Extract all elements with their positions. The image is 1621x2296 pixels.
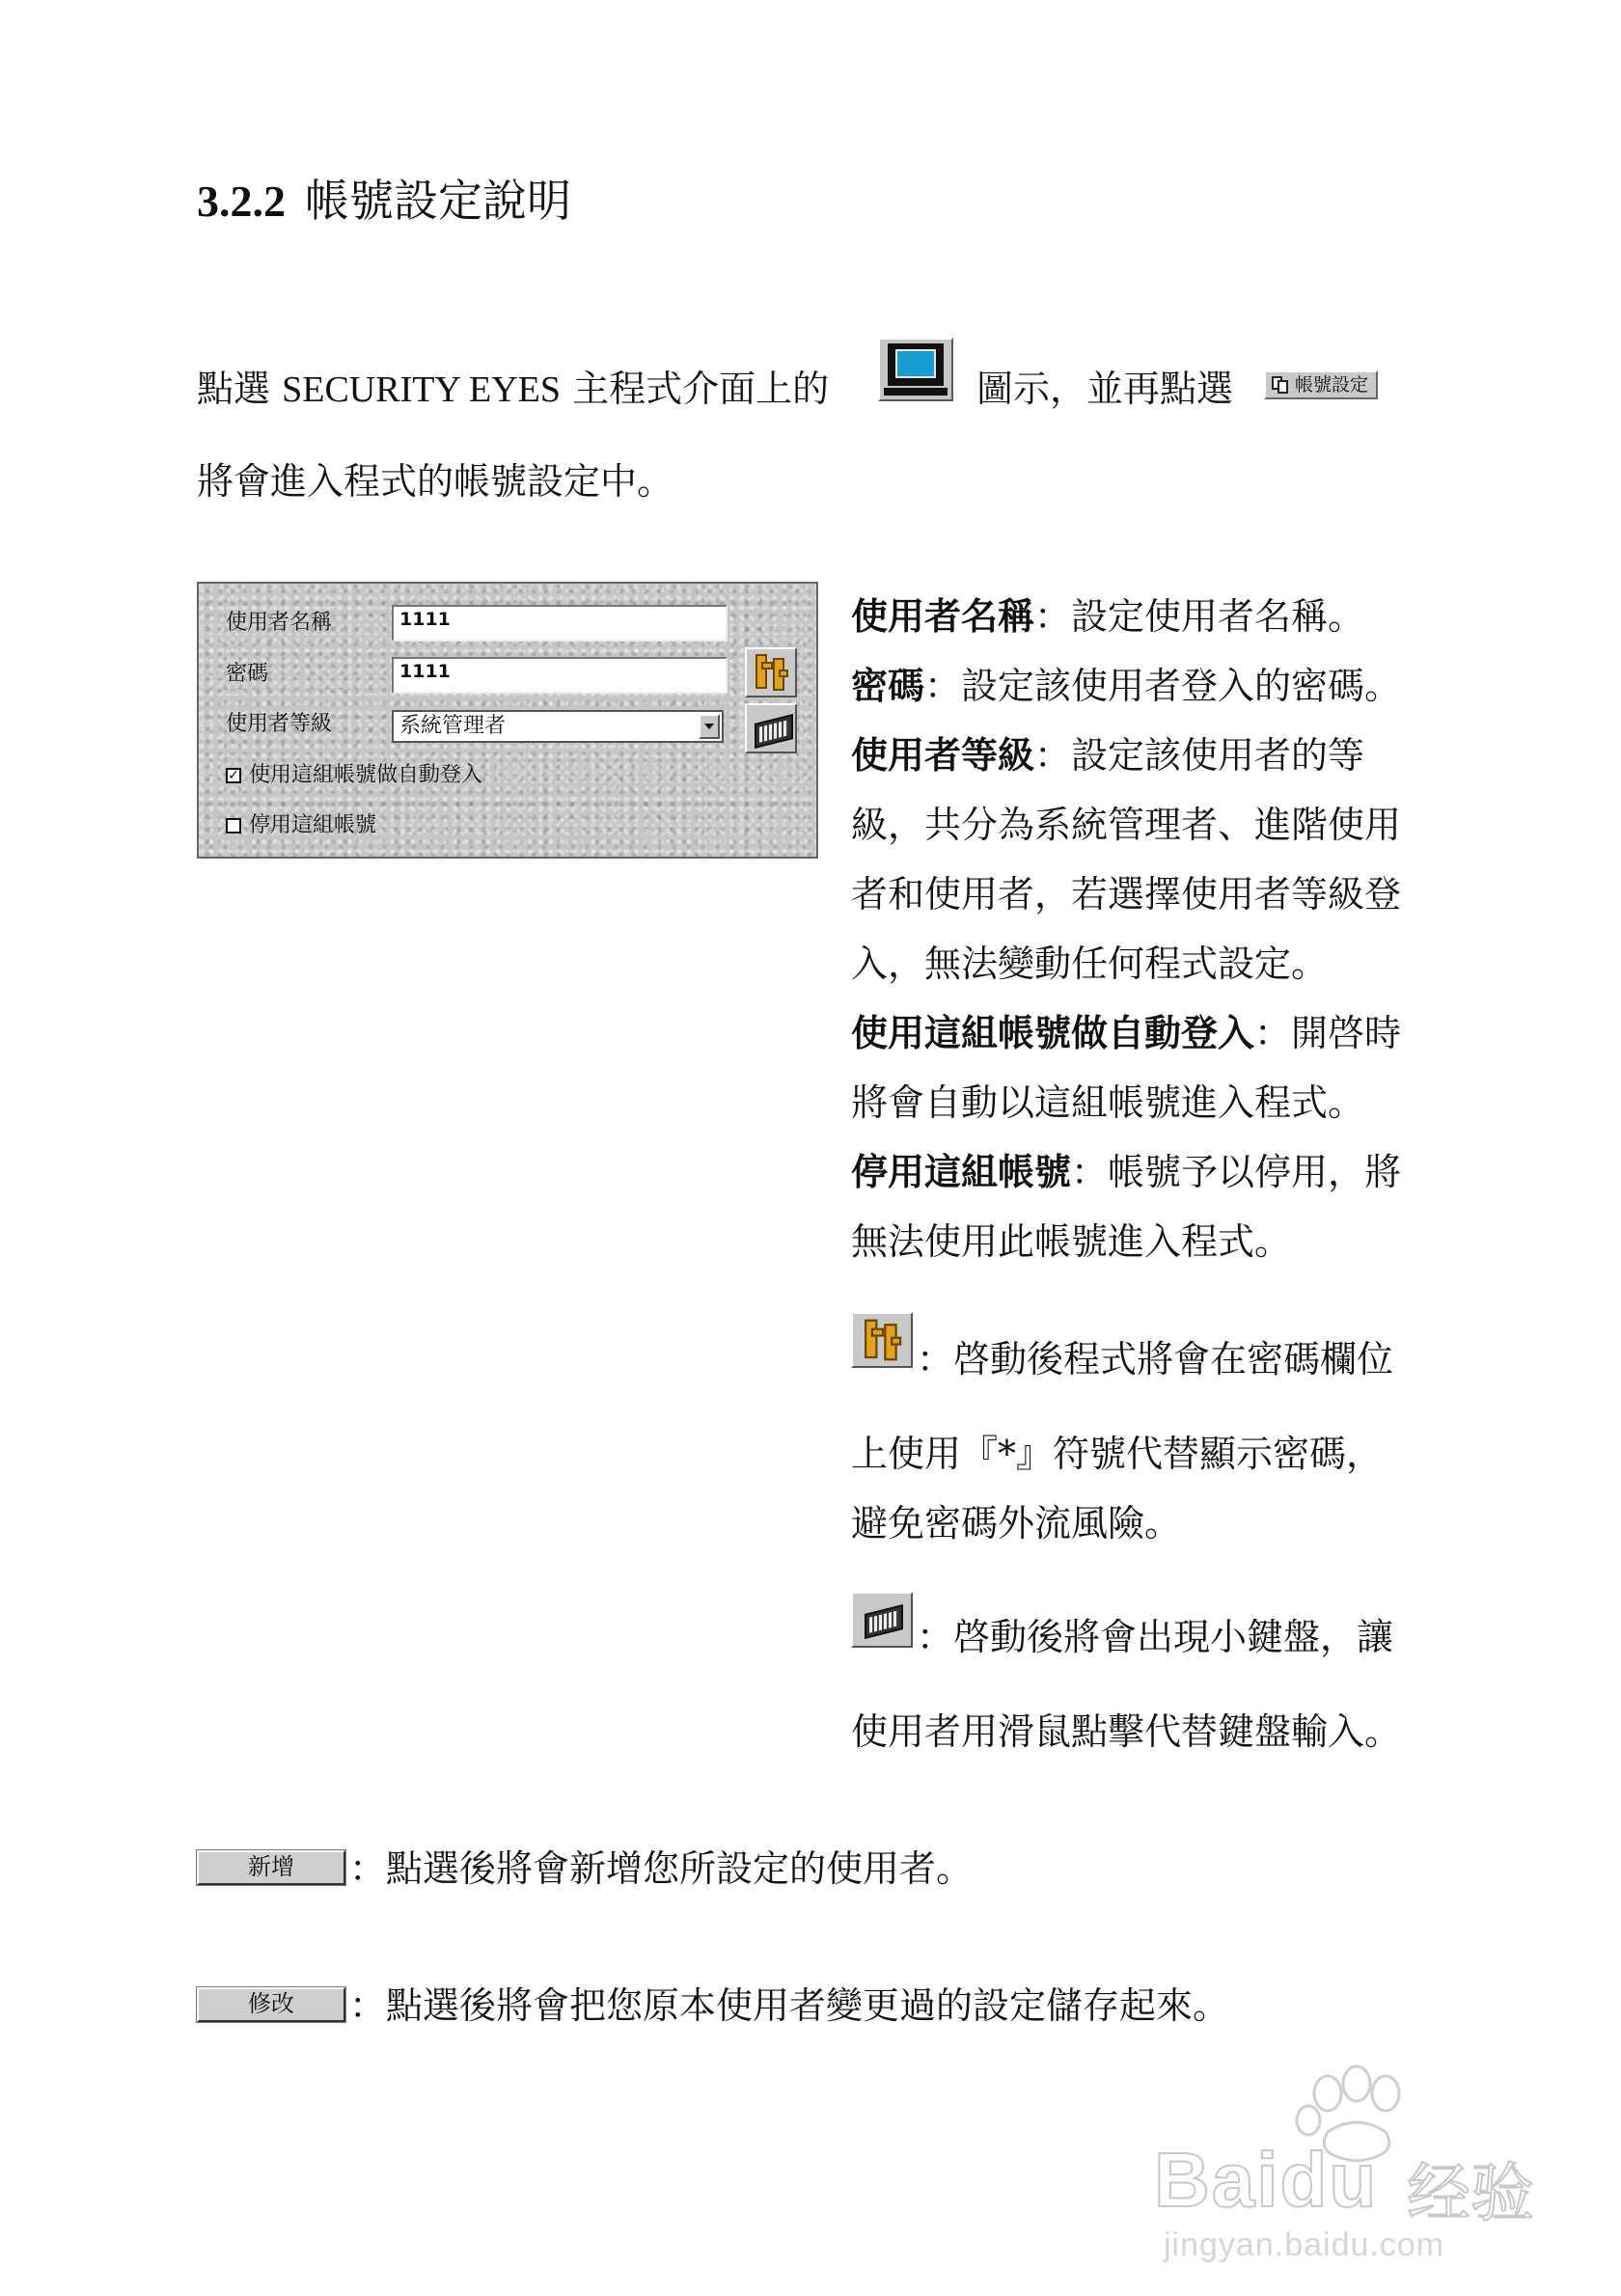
password-field[interactable]: 1111 [392,657,728,694]
desc-level-text: ：設定該使用者的等 [1034,734,1365,777]
desc-password-term: 密碼 [851,664,925,707]
key-icon-button [851,1312,913,1368]
section-heading [197,172,571,231]
desc-level-line-3: 者和使用者，若選擇使用者等級登 [851,873,1402,916]
account-settings-panel [197,582,818,859]
desc-level-line-4: 入，無法變動任何程式設定。 [851,943,1329,985]
desc-username [851,592,1364,641]
intro-text-1: 點選 [197,368,271,410]
disable-account-label: 停用這組帳號 [249,813,377,837]
baidu-watermark [1154,2064,1569,2267]
desc-keyboard: ：啓動後將會出現小鍵盤，讓 [917,1616,1394,1658]
intro-line-2: 將會進入程式的帳號設定中。 [197,460,674,503]
desc-key-line-2: 上使用『*』符號代替顯示密碼， [851,1433,1384,1475]
desc-password-text: ：設定該使用者登入的密碼。 [924,665,1402,707]
intro-text-3: 圖示，並再點選 [976,368,1234,410]
add-button-desc: ：點選後將會新增您所設定的使用者。 [349,1847,974,1890]
desc-password [851,662,1401,710]
section-number: 3.2.2 [197,177,286,226]
keyboard-icon-button [851,1592,913,1648]
desc-disable-term: 停用這組帳號 [851,1150,1072,1193]
keyboard-icon [865,1604,903,1639]
watermark-brand: Baidu [1154,2137,1379,2223]
password-label: 密碼 [226,662,269,686]
add-button[interactable]: 新增 [197,1850,345,1885]
autologin-checkbox[interactable]: ✓ [226,768,241,783]
account-settings-button[interactable] [1264,370,1378,399]
desc-level [851,731,1364,779]
desc-key: ：啓動後程式將會在密碼欄位 [917,1338,1394,1380]
level-select[interactable] [392,710,724,743]
desc-key-line-3: 避免密碼外流風險。 [851,1502,1182,1544]
intro-line-1 [197,365,829,414]
desc-autologin-term: 使用這組帳號做自動登入 [851,1011,1255,1054]
username-field[interactable]: 1111 [392,605,728,642]
modify-button-desc: ：點選後將會把您原本使用者變更過的設定儲存起來。 [349,1984,1230,2027]
desc-autologin-text: ：開啓時 [1254,1012,1402,1054]
desc-disable [851,1148,1401,1196]
desc-keyboard-line-2: 使用者用滑鼠點擊代替鍵盤輸入。 [851,1710,1402,1753]
key-icon [747,649,795,696]
modify-button[interactable]: 修改 [197,1987,345,2022]
desc-autologin [851,1009,1401,1057]
intro-text-2: 主程式介面上的 [572,368,830,410]
virtual-keyboard-button[interactable] [745,703,797,753]
desc-username-term: 使用者名稱 [851,594,1035,638]
username-label: 使用者名稱 [226,611,333,635]
document-icon [1272,376,1289,394]
desc-autologin-line-2: 將會自動以這組帳號進入程式。 [851,1081,1365,1124]
key-icon [853,1314,911,1366]
desc-disable-line-2: 無法使用此帳號進入程式。 [851,1220,1292,1263]
desc-level-term: 使用者等級 [851,733,1035,777]
disable-account-checkbox[interactable] [226,818,241,834]
watermark-url: jingyan.baidu.com [1164,2227,1445,2263]
desc-disable-text: ：帳號予以停用，將 [1071,1151,1402,1193]
chevron-down-icon[interactable] [699,714,720,739]
level-select-value: 系統管理者 [399,714,507,738]
desc-level-line-2: 級，共分為系統管理者、進階使用 [851,804,1402,846]
desc-username-text: ：設定使用者名稱。 [1034,595,1365,638]
keyboard-icon [755,714,793,749]
section-title: 帳號設定說明 [305,175,571,227]
mask-password-button[interactable] [745,647,797,697]
monitor-icon[interactable] [878,338,953,401]
level-label: 使用者等級 [226,712,333,736]
autologin-label: 使用這組帳號做自動登入 [249,763,483,787]
watermark-cn: 经验 [1407,2156,1534,2230]
intro-brand: SECURITY EYES [282,369,561,410]
account-settings-button-label: 帳號設定 [1295,374,1369,396]
